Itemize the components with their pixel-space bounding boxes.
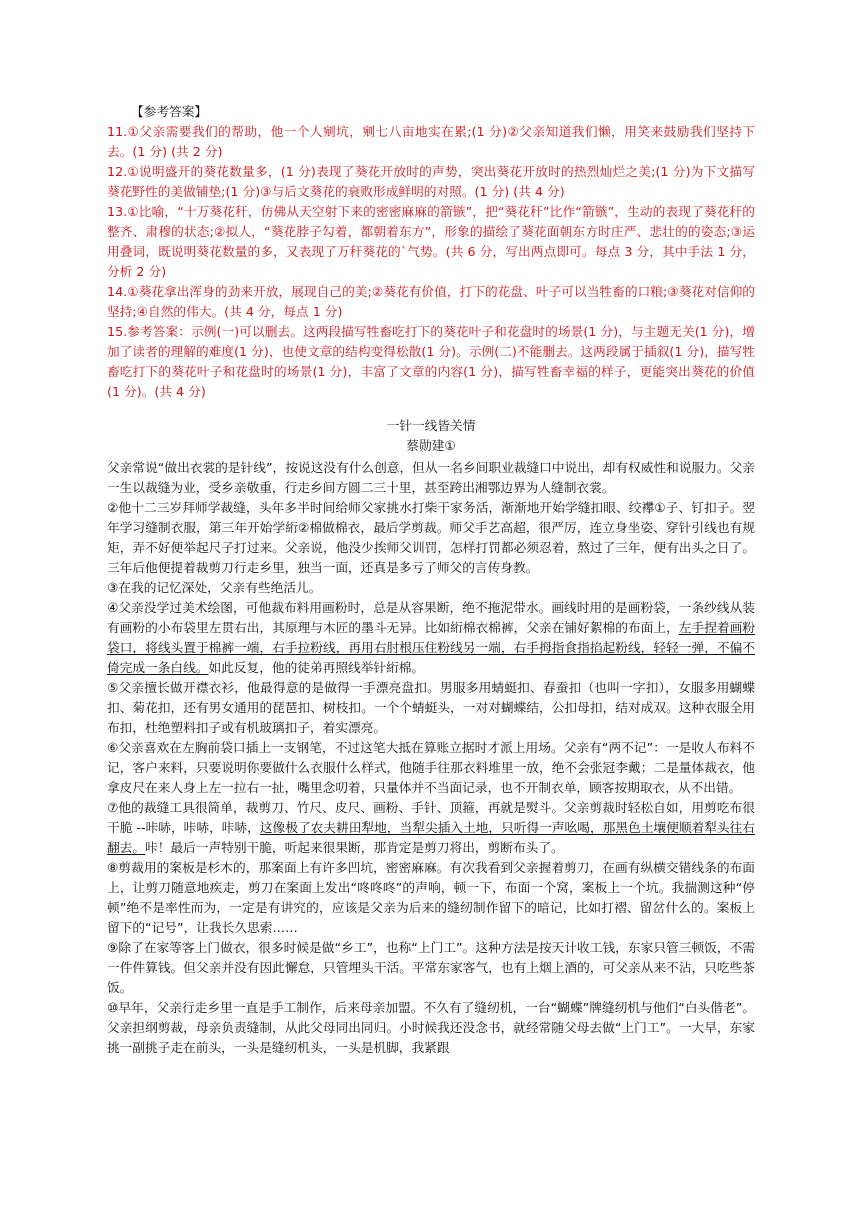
paragraph-7-underlined: 这像极了农夫耕田犁地，当犁尖插入土地，只听得一声吆喝，那黑色土壤便顺着犁头往右翻去。 bbox=[107, 820, 755, 855]
answers-heading: 【参考答案】 bbox=[131, 104, 208, 119]
answer-11: 11.①父亲需要我们的帮助，他一个人剜坑，剜七八亩地实在累;(1 分)②父亲知道我们懒，用笑来鼓励我们坚持下去。(1 分) (共 2 分) bbox=[107, 124, 755, 159]
paragraph-4-text-b: 如此反复，他的徒弟再照线举针絎棉。 bbox=[208, 660, 425, 675]
essay-paragraph-7 bbox=[107, 798, 755, 858]
essay-body bbox=[107, 458, 755, 1058]
paragraph-4-underlined: 左手捏着画粉袋口，将线头置于棉裤一端，右手拉粉线，再用右肘根压住粉线另一端，右手拇指食指掐起粉线，轻轻一弹，不偏不倚完成一条白线。 bbox=[107, 620, 756, 675]
paragraph-7-text-a: ⑦他的裁缝工具很简单，裁剪刀、竹尺、皮尺、画粉、手针、顶箍，再就是熨斗。父亲剪裁时轻松自如，用剪吃布很干脆 --咔哧，咔哧，咔哧， bbox=[107, 800, 755, 835]
reference-answers bbox=[107, 102, 755, 402]
essay-paragraph-2: ②他十二三岁拜师学裁缝，头年多半时间给师父家挑水打柴干家务活，渐渐地开始学缝扣眼、绞襻①子、钉扣子。翌年学习缝制衣服，第三年开始学絎②棉做棉衣，最后学剪裁。师父手艺高超，很严厉，连立身坐姿、穿针引线也有规矩，弄不好便举起尺子打过来。父亲说，他没少挨师父训罚，怎样打罚都必须忍着，熬过了三年，便有出头之日了。三年后他便提着裁剪刀行走乡里，独当一面，还真是多亏了师父的言传身教。 bbox=[107, 500, 755, 575]
answer-13: 13.①比喻，“十万葵花秆，仿佛从天空射下来的密密麻麻的箭镞”，把“葵花秆”比作“箭镞”，生动的表现了葵花秆的整齐、肃穆的状态;②拟人，“葵花脖子勾着，都朝着东方”，形象的描绘了葵花面朝东方时庄严、悲壮的的姿态;③运用叠词，既说明葵花数量的多，又表现了万秆葵花的`气势。(共 6 分，写出两点即可。每点 3 分，其中手法 1 分，分析 2 分) bbox=[107, 204, 755, 279]
essay-paragraph-3: ③在我的记忆深处，父亲有些绝活儿。 bbox=[107, 580, 322, 595]
answer-14: 14.①葵花拿出浑身的劲来开放，展现自己的美;②葵花有价值，打下的花盘、叶子可以当牲畜的口粮;③葵花对信仰的坚持;④自然的伟大。(共 4 分，每点 1 分) bbox=[107, 284, 755, 319]
answer-15: 15.参考答案：示例(一)可以删去。这两段描写牲畜吃打下的葵花叶子和花盘时的场景(1 分)，与主题无关(1 分)，增加了读者的理解的难度(1 分)，也使文章的结构变得松散(1 分)。示例(二)不能删去。这两段属于插叙(1 分)，描写牲畜吃打下的葵花叶子和花盘时的场景(1 分)，丰富了文章的内容(1 分)，描写牲畜幸福的样子，更能突出葵花的价值(1 分)。(共 4 分) bbox=[107, 324, 755, 399]
essay-paragraph-9: ⑨除了在家等客上门做衣，很多时候是做“乡工”，也称“上门工”。这种方法是按天计收工钱，东家只管三顿饭，不需一件件算钱。但父亲并没有因此懈怠，只管埋头干活。平常东家客气，也有上烟上酒的，可父亲从来不沾，只吃些茶饭。 bbox=[107, 940, 755, 995]
paragraph-7-text-b: 咔！最后一声特别干脆，听起来很果断，那肯定是剪刀将出，剪断布头了。 bbox=[145, 840, 564, 855]
essay-paragraph-10: ⑩早年，父亲行走乡里一直是手工制作，后来母亲加盟。不久有了缝纫机，一台“蝴蝶”牌缝纫机与他们“白头偕老”。父亲担纲剪裁，母亲负责缝制，从此父母同出同归。小时候我还没念书，就经常随父母去做“上门工”。一大早，东家挑一副挑子走在前头，一头是缝纫机头，一头是机脚，我紧跟 bbox=[107, 1000, 755, 1055]
essay-paragraph-6: ⑥父亲喜欢在左胸前袋口插上一支钢笔，不过这笔大抵在算账立据时才派上用场。父亲有“两不记”：一是收人布料不记，客户来料，只要说明你要做什么衣服什么样式，他随手往那衣料堆里一放，绝不会张冠李戴；二是量体裁衣，他拿皮尺在来人身上左一拉右一扯，嘴里念叨着，只量体并不当面记录，也不开制衣单，顾客按期取衣，从不出错。 bbox=[107, 740, 755, 795]
essay-paragraph-4 bbox=[107, 598, 755, 678]
paragraph-4-text-a: ④父亲没学过美术绘图，可他裁布料用画粉时，总是从容果断，绝不拖泥带水。画线时用的是画粉袋，一条纱线从装有画粉的小布袋里左贯右出，其原理与木匠的墨斗无异。比如絎棉衣棉裤，父亲在铺好絮棉的布面上， bbox=[107, 600, 755, 635]
essay-heading bbox=[107, 416, 755, 456]
answer-12: 12.①说明盛开的葵花数量多，(1 分)表现了葵花开放时的声势，突出葵花开放时的热烈灿烂之美;(1 分)为下文描写葵花野性的美做铺垫;(1 分)③与后文葵花的衰败形成鲜明的对照。(1 分) (共 4 分) bbox=[107, 164, 755, 199]
essay-title: 一针一线皆关情 bbox=[386, 418, 476, 433]
essay-paragraph-1: 父亲常说“做出衣裳的是针线”，按说这没有什么创意，但从一名乡间职业裁缝口中说出，却有权威性和说服力。父亲一生以裁缝为业，受乡亲敬重，行走乡间方圆二三十里，甚至跨出湘鄂边界为人缝制衣裳。 bbox=[107, 460, 755, 495]
essay-paragraph-5: ⑤父亲擅长做开襟衣衫，他最得意的是做得一手漂亮盘扣。男服多用蜻蜓扣、春蚕扣（也叫一字扣），女服多用蝴蝶扣、菊花扣，还有男女通用的琵琶扣、树枝扣。一个个蜻蜓头，一对对蝴蝶结，公扣母扣，结对成双。这种衣服全用布扣，杜绝塑料扣子或有机玻璃扣子，着实漂亮。 bbox=[107, 680, 755, 735]
essay-author: 蔡勋建① bbox=[406, 438, 456, 453]
essay-paragraph-8: ⑧剪裁用的案板是杉木的，那案面上有许多凹坑，密密麻麻。有次我看到父亲握着剪刀，在画有纵横交错线条的布面上，让剪刀随意地疾走，剪刀在案面上发出“咚咚咚”的声响，顿一下，布面一个窝，案板上一个坑。我揣测这种“停顿”绝不是率性而为，一定是有讲究的，应该是父亲为后来的缝纫制作留下的暗记，比如打褶、留岔什么的。案板上留下的“记号”，让我长久思索…… bbox=[107, 860, 755, 935]
